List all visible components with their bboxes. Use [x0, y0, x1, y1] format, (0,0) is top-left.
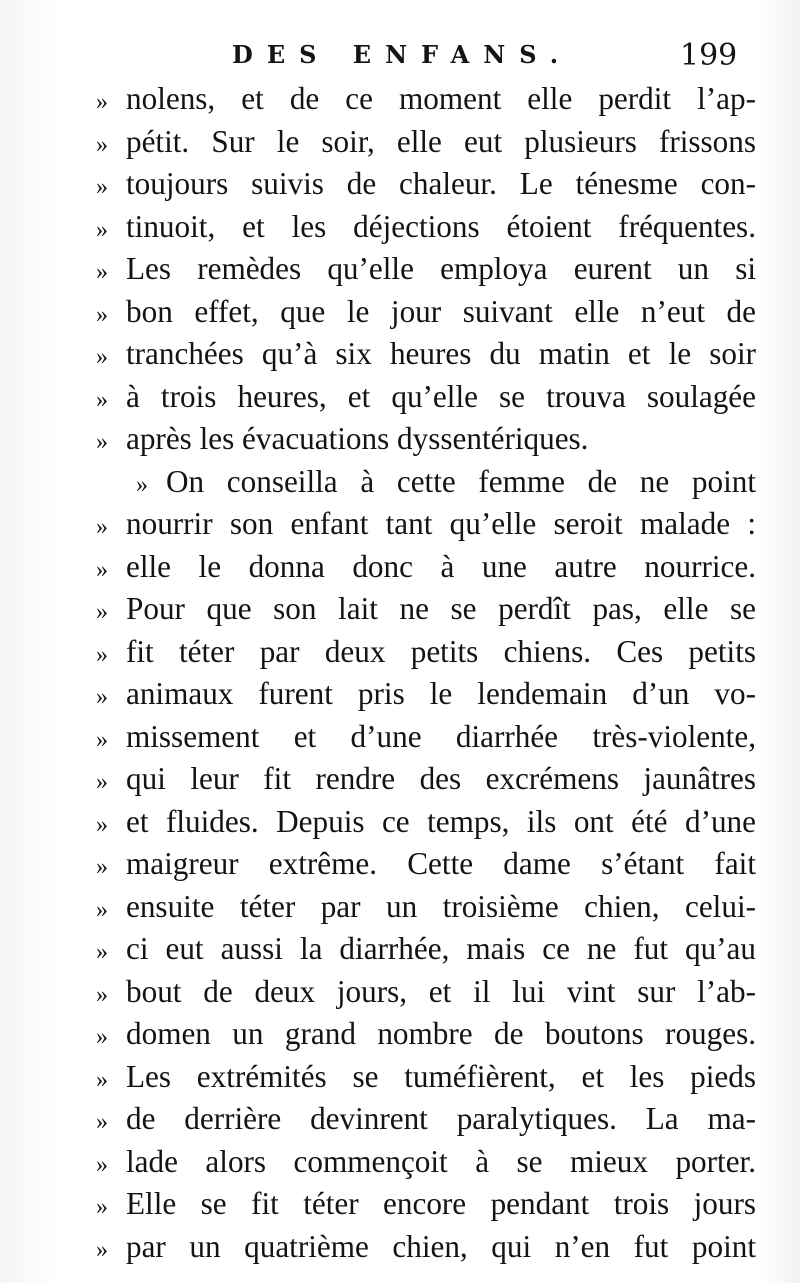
text-line — [96, 503, 756, 546]
line-text: de derrière devinrent paralytiques. La ma- — [126, 1101, 756, 1136]
text-line — [96, 121, 756, 164]
line-text: nolens, et de ce moment elle perdit l’ap- — [126, 81, 756, 116]
quote-marker: » — [96, 896, 108, 923]
text-line — [96, 291, 756, 334]
quote-marker: » — [96, 854, 108, 880]
text-line — [96, 78, 756, 121]
quote-marker: » — [96, 1236, 108, 1263]
text-line — [96, 716, 756, 759]
quote-marker: » — [136, 471, 148, 498]
quote-marker: » — [96, 1109, 108, 1135]
quote-marker: » — [96, 514, 108, 540]
page-header — [0, 40, 800, 80]
quote-marker: » — [96, 811, 108, 838]
line-text: nourrir son enfant tant qu’elle seroit malade : — [126, 506, 756, 541]
line-text: Les extrémités se tuméfièrent, et les pieds — [126, 1058, 756, 1094]
quote-marker: » — [96, 1066, 108, 1093]
quote-marker: » — [96, 386, 108, 413]
quote-marker: » — [96, 259, 108, 285]
line-text: pétit. Sur le soir, elle eut plusieurs frissons — [126, 123, 756, 159]
line-text: et fluides. Depuis ce temps, ils ont été d’une — [126, 803, 756, 839]
line-text: Pour que son lait ne se perdît pas, elle se — [126, 591, 756, 626]
line-text: tinuoit, et les déjections étoient fréquentes. — [126, 208, 756, 244]
quote-marker: » — [96, 429, 108, 455]
line-text: missement et d’une diarrhée très-violente, — [126, 718, 756, 754]
quote-marker: » — [96, 599, 108, 625]
quote-marker: » — [96, 769, 108, 795]
text-line — [96, 758, 756, 801]
running-title: DES ENFANS. — [232, 40, 573, 69]
line-text: domen un grand nombre de boutons rouges. — [126, 1016, 756, 1051]
text-line — [96, 1141, 756, 1184]
line-text: fit téter par deux petits chiens. Ces petits — [126, 633, 756, 669]
quote-marker: » — [96, 1151, 108, 1178]
text-line — [96, 928, 756, 971]
quote-marker: » — [96, 1194, 108, 1220]
text-line — [96, 1098, 756, 1141]
line-text: à trois heures, et qu’elle se trouva soulagée — [126, 378, 756, 414]
line-text: elle le donna donc à une autre nourrice. — [126, 548, 756, 584]
text-line — [96, 1056, 756, 1099]
text-line — [96, 461, 756, 504]
line-text: par un quatrième chien, qui n’en fut point — [126, 1228, 756, 1264]
text-line — [96, 333, 756, 376]
body-text — [96, 78, 756, 1268]
line-text: toujours suivis de chaleur. Le ténesme con- — [126, 166, 756, 201]
text-line — [96, 376, 756, 419]
line-text: bout de deux jours, et il lui vint sur l’ab- — [126, 973, 756, 1009]
text-line — [96, 631, 756, 674]
quote-marker: » — [96, 641, 108, 668]
quote-marker: » — [96, 981, 108, 1008]
text-line — [96, 971, 756, 1014]
text-line — [96, 248, 756, 291]
text-line — [96, 418, 756, 461]
text-line — [96, 843, 756, 886]
text-line — [96, 163, 756, 206]
line-text: après les évacuations dyssentériques. — [126, 421, 589, 456]
quote-marker: » — [96, 301, 108, 328]
line-text: animaux furent pris le lendemain d’un vo- — [126, 676, 756, 711]
text-line — [96, 1183, 756, 1226]
line-text: maigreur extrême. Cette dame s’étant fait — [126, 846, 756, 881]
line-text: qui leur fit rendre des excrémens jaunâtres — [126, 761, 756, 796]
text-line — [96, 801, 756, 844]
quote-marker: » — [96, 131, 108, 158]
line-text: ci eut aussi la diarrhée, mais ce ne fut qu’au — [126, 931, 756, 966]
text-line — [96, 886, 756, 929]
quote-marker: » — [96, 684, 108, 710]
page-number: 199 — [680, 38, 738, 73]
quote-marker: » — [96, 344, 108, 370]
text-line — [96, 546, 756, 589]
line-text: bon effet, que le jour suivant elle n’eut de — [126, 293, 756, 329]
text-line — [96, 1226, 756, 1269]
text-line — [96, 588, 756, 631]
text-line — [96, 673, 756, 716]
quote-marker: » — [96, 939, 108, 965]
text-line — [96, 1013, 756, 1056]
quote-marker: » — [96, 174, 108, 200]
line-text: tranchées qu’à six heures du matin et le soir — [126, 336, 756, 371]
line-text: On conseilla à cette femme de ne point — [166, 463, 756, 499]
line-text: ensuite téter par un troisième chien, celui- — [126, 888, 756, 924]
quote-marker: » — [96, 216, 108, 243]
quote-marker: » — [96, 556, 108, 583]
line-text: lade alors commençoit à se mieux porter. — [126, 1143, 756, 1179]
quote-marker: » — [96, 89, 108, 115]
text-line — [96, 206, 756, 249]
line-text: Elle se fit téter encore pendant trois jours — [126, 1186, 756, 1221]
quote-marker: » — [96, 726, 108, 753]
quote-marker: » — [96, 1024, 108, 1050]
line-text: Les remèdes qu’elle employa eurent un si — [126, 251, 756, 286]
